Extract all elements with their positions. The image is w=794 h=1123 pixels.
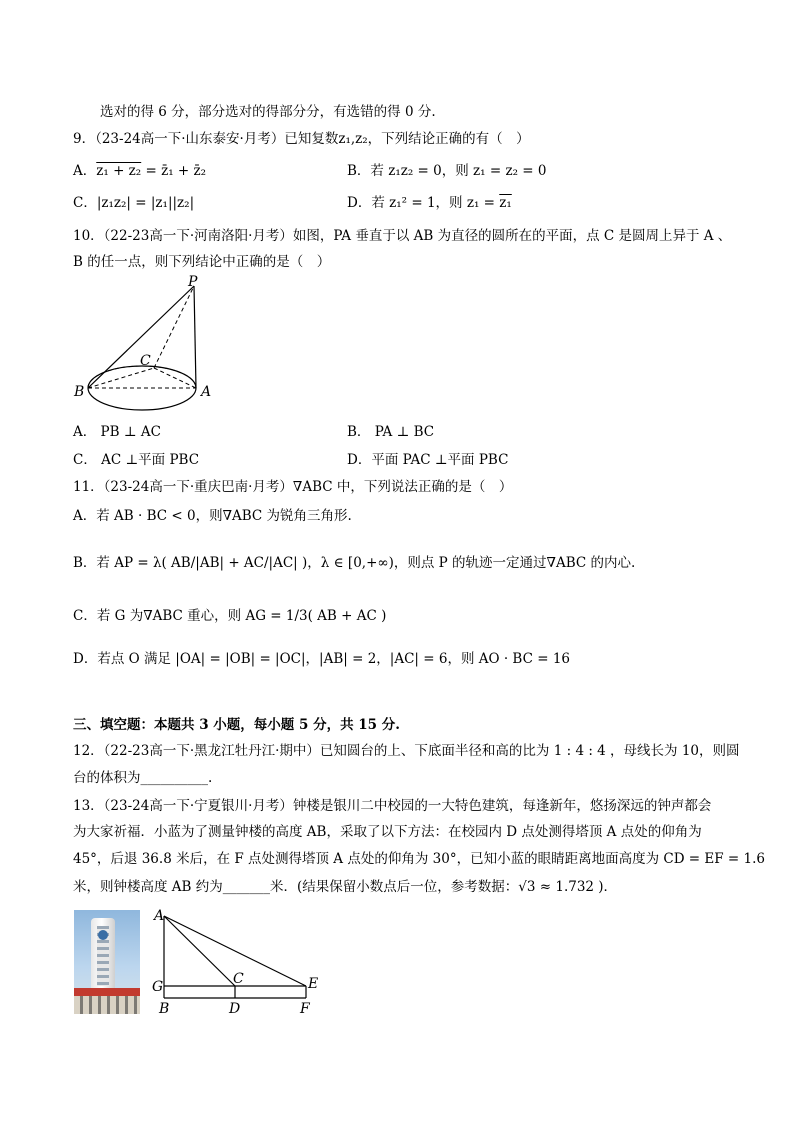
q11-option-a: A．若 AB · BC < 0，则∇ABC 为锐角三角形. bbox=[73, 508, 352, 524]
q10-option-a: A． PB ⊥ AC bbox=[73, 424, 161, 440]
q13-line2: 为大家祈福．小蓝为了测量钟楼的高度 AB，采取了以下方法：在校园内 D 点处测得塔顶 A 点处的仰角为 bbox=[73, 824, 702, 840]
q13-label-g: G bbox=[152, 979, 164, 995]
q10-stem-line2: B 的任一点，则下列结论中正确的是（ ） bbox=[73, 254, 331, 270]
q9-option-b: B．若 z₁z₂ = 0，则 z₁ = z₂ = 0 bbox=[347, 163, 547, 179]
q13-line4: 米，则钟楼高度 AB 约为_______米．(结果保留小数点后一位，参考数据：√3 ≈ 1.732 )． bbox=[73, 879, 618, 895]
q10-segment-pc bbox=[154, 286, 194, 368]
q13-segment-ac bbox=[164, 916, 235, 986]
q9-option-d bbox=[347, 194, 512, 212]
section3-heading: 三、填空题：本题共 3 小题，每小题 5 分，共 15 分. bbox=[73, 717, 400, 733]
q9-option-a-label: A． bbox=[73, 163, 97, 179]
q9-option-d-label: D．若 z₁² = 1，则 z₁ = bbox=[347, 195, 500, 211]
q9-option-c: C．|z₁z₂| = |z₁||z₂| bbox=[73, 195, 195, 211]
q10-stem-line1: 10．（22-23高一下·河南洛阳·月考）如图，PA 垂直于以 AB 为直径的圆所在的平面，点 C 是圆周上异于 A 、 bbox=[73, 228, 732, 244]
photo-roof bbox=[74, 988, 140, 996]
q10-cone-figure bbox=[70, 272, 220, 417]
q10-option-d: D．平面 PAC ⊥平面 PBC bbox=[347, 452, 509, 468]
q10-option-b: B． PA ⊥ BC bbox=[347, 424, 435, 440]
q10-back-arc bbox=[88, 366, 196, 388]
clock-tower-photo bbox=[74, 910, 140, 1014]
q13-label-a: A bbox=[154, 908, 165, 924]
q9-stem: 9．（23-24高一下·山东泰安·月考）已知复数z₁,z₂，下列结论正确的有（ ） bbox=[73, 131, 530, 147]
q13-label-d: D bbox=[229, 1001, 241, 1017]
q13-label-c: C bbox=[233, 971, 244, 987]
q13-angle-figure bbox=[148, 906, 328, 1018]
q12-line2: 台的体积为__________. bbox=[73, 770, 213, 786]
q10-segment-pb bbox=[88, 286, 194, 388]
q9-option-a-rhs: = z̄₁ + z̄₂ bbox=[141, 163, 207, 179]
q12-line1: 12．（22-23高一下·黑龙江牡丹江·期中）已知圆台的上、下底面半径和高的比为 1 : 4 : 4 ，母线长为 10，则圆 bbox=[73, 743, 740, 759]
q13-label-b: B bbox=[159, 1001, 170, 1017]
q10-label-c: C bbox=[140, 353, 151, 369]
q11-stem: 11．（23-24高一下·重庆巴南·月考）∇ABC 中，下列说法正确的是（ ） bbox=[73, 479, 513, 495]
q13-line1: 13．（23-24高一下·宁夏银川·月考）钟楼是银川二中校园的一大特色建筑，每逢新年，悠扬深远的钟声都会 bbox=[73, 798, 712, 814]
q13-line3: 45°，后退 36.8 米后，在 F 点处测得塔顶 A 点处的仰角为 30°，已知小蓝的眼睛距离地面高度为 CD = EF = 1.6 bbox=[73, 851, 765, 867]
photo-building bbox=[74, 996, 140, 1014]
q13-label-f: F bbox=[300, 1001, 310, 1017]
q10-label-a: A bbox=[201, 384, 212, 400]
q11-option-b: B．若 AP = λ( AB/|AB| + AC/|AC| )，λ ∈ [0,+∞)，则点 P 的轨迹一定通过∇ABC 的内心. bbox=[73, 555, 636, 571]
q10-label-b: B bbox=[74, 384, 85, 400]
q11-option-c: C．若 G 为∇ABC 重心，则 AG = 1/3( AB + AC ) bbox=[73, 608, 387, 624]
q10-segment-pa bbox=[194, 286, 196, 388]
section-instruction: 选对的得 6 分，部分选对的得部分分，有选错的得 0 分. bbox=[100, 104, 436, 120]
clock-icon bbox=[98, 930, 108, 940]
q10-option-c: C． AC ⊥平面 PBC bbox=[73, 452, 200, 468]
q10-label-p: P bbox=[188, 274, 198, 290]
q9-option-a-lhs: z₁ + z₂ bbox=[96, 163, 142, 179]
q11-option-d: D．若点 O 满足 |OA| = |OB| = |OC|，|AB| = 2，|AC| = 6，则 AO · BC = 16 bbox=[73, 651, 571, 667]
q13-label-e: E bbox=[308, 976, 319, 992]
q9-option-d-rhs: z₁ bbox=[499, 195, 512, 211]
q9-option-a bbox=[73, 162, 206, 180]
